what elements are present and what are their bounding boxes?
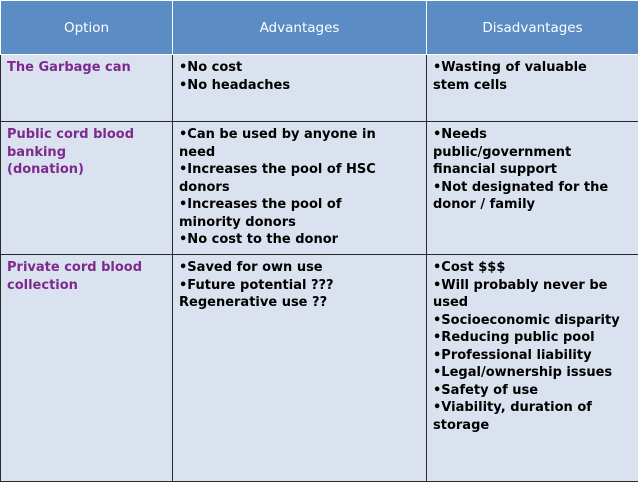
header-option: Option (1, 1, 173, 55)
list-item: •Cost $$$ (433, 259, 633, 277)
list-item: •Saved for own use (179, 259, 421, 277)
list-item: •Viability, duration of storage (433, 399, 633, 434)
disadvantages-cell (427, 122, 638, 255)
option-label: Public cord blood banking (donation) (7, 126, 167, 179)
list-item: •No cost (179, 59, 421, 77)
option-label: Private cord blood collection (7, 259, 167, 294)
table-row (1, 255, 638, 482)
list-item: •Can be used by anyone in need (179, 126, 421, 161)
disadvantages-cell (427, 55, 638, 122)
option-cell (1, 255, 173, 482)
advantages-cell (173, 255, 427, 482)
list-item: •Increases the pool of minority donors (179, 196, 421, 231)
list-item: •No headaches (179, 77, 421, 95)
list-item: •Socioeconomic disparity (433, 312, 633, 330)
list-item: •Increases the pool of HSC donors (179, 161, 421, 196)
option-cell (1, 55, 173, 122)
header-row (1, 1, 638, 55)
list-item: •Will probably never be used (433, 277, 633, 312)
table-row (1, 122, 638, 255)
header-disadvantages: Disadvantages (427, 1, 638, 55)
list-item: •Wasting of valuable stem cells (433, 59, 633, 94)
list-item: Regenerative use ?? (179, 294, 421, 312)
list-item: •Legal/ownership issues (433, 364, 633, 382)
option-cell (1, 122, 173, 255)
table-row (1, 55, 638, 122)
advantages-cell (173, 55, 427, 122)
list-item: •Reducing public pool (433, 329, 633, 347)
list-item: •No cost to the donor (179, 231, 421, 249)
advantages-cell (173, 122, 427, 255)
option-label: The Garbage can (7, 59, 167, 77)
list-item: •Future potential ??? (179, 277, 421, 295)
list-item: •Needs public/government financial support (433, 126, 633, 179)
disadvantages-cell (427, 255, 638, 482)
header-advantages: Advantages (173, 1, 427, 55)
list-item: •Not designated for the donor / family (433, 179, 633, 214)
list-item: •Safety of use (433, 382, 633, 400)
list-item: •Professional liability (433, 347, 633, 365)
